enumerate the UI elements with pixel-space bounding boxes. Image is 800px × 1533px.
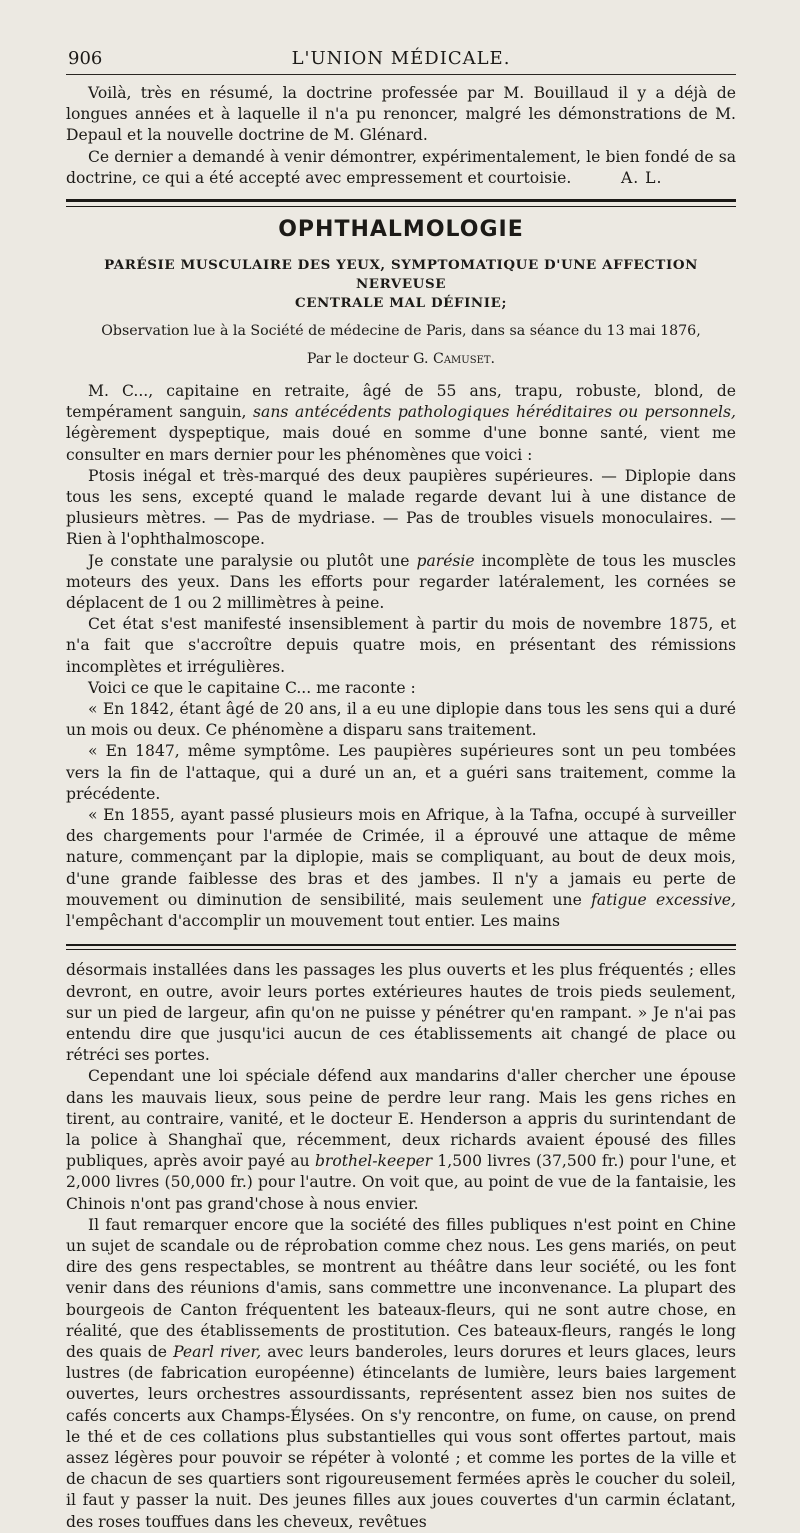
italic-run: Pearl river, xyxy=(173,1342,262,1361)
intro-paragraph-text: Ce dernier a demandé à venir démontrer, expérimentalement, le bien fondé de sa doctrine, ce qui a été accepté avec empressement et courtoisie. xyxy=(66,147,736,187)
feuilleton-paragraph: désormais installées dans les passages les plus ouverts et les plus fréquentés ; elles devront, en outre, avoir leurs portes extérieures hautes de trois pieds seulement, sur un pied de largeur, afin qu'on ne puisse y pénétrer qu'en rampant. » Je n'ai pas entendu dire que jusqu'ici aucun de ces établissements ait changé de place ou rétréci ses portes. xyxy=(66,961,736,1065)
article-paragraph: « En 1847, même symptôme. Les paupières supérieures sont un peu tombées vers la fin de l'attaque, qui a duré un an, et a guéri sans traitement, comme la précédente. xyxy=(66,742,736,803)
article-author xyxy=(66,349,736,369)
article-paragraph: Voici ce que le capitaine C... me raconte : xyxy=(88,678,416,697)
running-header xyxy=(66,44,736,75)
text-run: légèrement dyspeptique, mais doué en somme d'une bonne santé, vient me consulter en mars dernier pour les phénomènes que voici : xyxy=(66,424,736,464)
intro-paragraph xyxy=(66,147,736,189)
section-divider xyxy=(66,199,736,207)
article-heading xyxy=(66,256,736,369)
author-name: Camuset. xyxy=(432,351,496,368)
italic-run: parésie xyxy=(416,551,475,570)
article-body xyxy=(66,381,736,932)
page-number: 906 xyxy=(68,48,103,69)
text-run: Je constate une paralysie ou plutôt une xyxy=(88,551,417,570)
feuilleton-paragraph xyxy=(66,1066,736,1214)
intro-paragraph: Voilà, très en résumé, la doctrine professée par M. Bouillaud il y a déjà de longues années et à laquelle il n'a pu renoncer, malgré les démonstrations de M. Depaul et la nouvelle doctrine de M. Glénard. xyxy=(66,84,736,145)
article-paragraph xyxy=(66,805,736,932)
article-paragraph xyxy=(66,381,736,466)
section-title: OPHTHALMOLOGIE xyxy=(278,217,524,243)
intro-text xyxy=(66,83,736,189)
text-run: incomplète de tous les muscles moteurs des yeux. Dans les efforts pour regarder latéralement, les cornées se déplacent de 1 ou 2 millimètres à peine. xyxy=(66,551,736,613)
text-run: avec leurs banderoles, leurs dorures et leurs glaces, leurs lustres (de fabrication européenne) étincelants de lumière, leurs baies largement ouvertes, leurs orchestres assourdissants, représentent assez bien nos suites de cafés concerts aux Champs-Élysées. On s'y rencontre, on fume, on cause, on prend le thé et de ces collations plus substantielles qui vous sont offertes partout, mais assez légères pour pouvoir se répéter à volonté ; et comme les portes de la ville et de chacun de ses quartiers sont rigoureusement fermées après le coucher du soleil, il faut y passer la nuit. Des jeunes filles aux joues couvertes d'un carmin éclatant, des roses touffues dans les cheveux, revêtues xyxy=(66,1342,736,1531)
text-run: Il faut remarquer encore que la société des filles publiques n'est point en Chine un sujet de scandale ou de réprobation comme chez nous. Les gens mariés, on peut dire des gens respectables, se montrent au théâtre dans leur société, ou les font venir dans des réunions d'amis, sans commettre une inconvenance. La plupart des bourgeois de Canton fréquentent les bateaux-fleurs, qui ne sont autre chose, en réalité, que des établissements de prostitution. Ces bateaux-fleurs, rangés le long des quais de xyxy=(66,1215,736,1361)
author-prefix: Par le docteur G. xyxy=(306,351,429,368)
feuilleton xyxy=(66,960,736,1532)
signature: A. L. xyxy=(620,168,663,187)
article-paragraph xyxy=(66,551,736,615)
text-run: 1,500 livres (37,500 fr.) pour l'une, et 2,000 livres (50,000 fr.) pour l'autre. On voit que, au point de vue de la fantaisie, les Chinois n'ont pas grand'chose à nous envier. xyxy=(66,1152,736,1213)
italic-run: brothel-keeper xyxy=(314,1152,433,1171)
journal-title: L'UNION MÉDICALE. xyxy=(291,48,511,69)
text-run: l'empêchant d'accomplir un mouvement tout entier. Les mains xyxy=(66,912,560,931)
text-run: Cependant une loi spéciale défend aux mandarins d'aller chercher une épouse dans les mauvais lieux, sous peine de perdre leur rang. Mais les gens riches en tirent, au contraire, vanité, et le docteur E. Henderson a appris du surintendant de la police à Shanghaï que, récemment, deux richards avaient épousé des filles publiques, après avoir payé au xyxy=(66,1067,736,1171)
article-title-line: CENTRALE MAL DÉFINIE; xyxy=(294,295,507,312)
text-run: M. C..., capitaine en retraite, âgé de 55 ans, trapu, robuste, blond, de tempérament sanguin, xyxy=(66,382,736,422)
text-run: « En 1855, ayant passé plusieurs mois en Afrique, à la Tafna, occupé à surveiller des chargements pour l'armée de Crimée, il a éprouvé une attaque de même nature, commençant par la diplopie, mais se compliquant, au bout de deux mois, d'une grande faiblesse des bras et des jambes. Il n'y a jamais eu perte de mouvement ou diminution de sensibilité, mais seulement une xyxy=(66,806,736,909)
article-paragraph: « En 1842, étant âgé de 20 ans, il a eu une diplopie dans tous les sens qui a duré un mois ou deux. Ce phénomène a disparu sans traitement. xyxy=(66,700,736,740)
article-paragraph: Cet état s'est manifesté insensiblement à partir du mois de novembre 1875, et n'a fait que s'accroître depuis quatre mois, en présentant des rémissions incomplètes et irrégulières. xyxy=(66,615,736,676)
feuilleton-paragraph xyxy=(66,1215,736,1533)
article-title-line: PARÉSIE MUSCULAIRE DES YEUX, SYMPTOMATIQUE D'UNE AFFECTION NERVEUSE xyxy=(104,257,698,293)
italic-run: sans antécédents pathologiques héréditaires ou personnels, xyxy=(253,403,736,422)
article-paragraph: Ptosis inégal et très-marqué des deux paupières supérieures. — Diplopie dans tous les sens, excepté quand le malade regarde devant lui à une distance de plusieurs mètres. — Pas de mydriase. — Pas de troubles visuels monoculaires. — Rien à l'ophthalmoscope. xyxy=(66,466,736,549)
feuilleton-divider xyxy=(66,944,736,950)
italic-run: fatigue excessive, xyxy=(591,890,736,909)
article-subtitle: Observation lue à la Société de médecine de Paris, dans sa séance du 13 mai 1876, xyxy=(101,323,701,340)
